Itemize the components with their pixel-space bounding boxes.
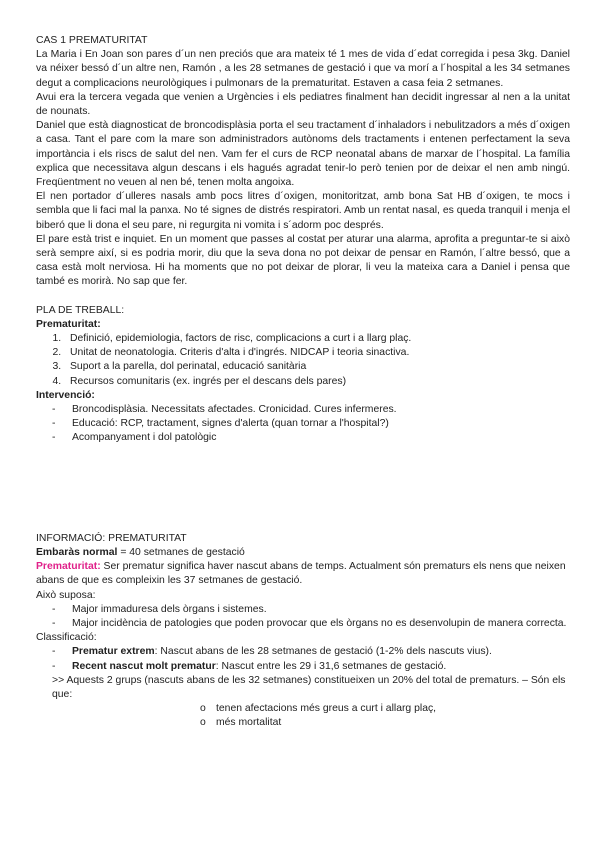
case-title: CAS 1 PREMATURITAT [36,35,148,46]
list-item [36,645,570,659]
classificacio-list [36,645,570,673]
plan-intervencio-heading: Intervenció: [36,389,95,401]
class-text: : Nascut abans de les 28 setmanes de gestació (1-2% dels nascuts vius). [154,646,492,658]
plan-prematuritat-list [36,332,570,389]
suposa-list [36,603,570,631]
list-item: 4. Recursos comunitaris (ex. ingrés per el descans dels pares) [64,375,570,389]
list-item: - Acompanyament i dol patològic [36,431,570,445]
case-paragraph-3: Daniel que està diagnosticat de broncodisplàsia porta el seu tractament d´inhaladors i nebulitzadors a més d´oxigen a casa. Tant el pare com la mare son administradors autònoms dels tractaments i entenen perfectament la seva importància i els riscs de salut del nen. Vam fer el curs de RCP neonatal abans de marxar de l´hospital. La família explica que necessitava algun descans i els hagués agradat tenir-lo però tenien por de deixar el nen amb ningú. Freqüentment no veuen al nen bé, tenen molta angoixa. [36,120,570,189]
embaras-label: Embaràs normal [36,546,118,558]
class-label: Recent nascut molt prematur [72,660,216,672]
list-item: o més mortalitat [36,716,570,730]
case-paragraph-1: La Maria i En Joan son pares d´un nen preciós que ara mateix té 1 mes de vida d´edat corregida i pesa 3kg. Daniel va néixer bessó d´un altre nen, Ramón , a les 28 setmanes de gestació i que va morí a l´hospital a les 34 setmanes degut a complicacions neurològiques i pulmonars de la prematuritat. Estaven a casa feia 2 setmanes. [36,49,570,89]
list-item: - Major immaduresa dels òrgans i sistemes. [36,603,570,617]
list-item: o tenen afectacions més greus a curt i allarg plaç, [36,702,570,716]
plan-title: PLA DE TREBALL: [36,304,125,316]
prematuritat-definition [36,560,570,588]
plan-prematuritat-heading: Prematuritat: [36,318,101,330]
suposa-heading: Això suposa: [36,589,96,601]
case-paragraph-2: Avui era la tercera vegada que venien a Urgències i els pediatres finalment han decidit ingressar al nen a la unitat de nounats. [36,91,570,118]
info-title: INFORMACIÓ: PREMATURITAT [36,532,187,544]
class-text: : Nascut entre les 29 i 31,6 setmanes de gestació. [215,660,447,672]
class-label: Prematur extrem [72,646,155,658]
case-paragraph-4: El nen portador d´ulleres nasals amb pocs litres d´oxigen, monitoritzat, amb bona Sat HB d´oxigen, te mocs i sembla que li faci mal la panxa. No té signes de distrés respiratori. Amb un rentat nasal, es queda tranquil i menja el biberó que li dona el seu pare, ni regurgita ni vomita i s´adorm poc després. [36,191,570,231]
plan-intervencio-list [36,403,570,446]
embaras-line [36,546,570,560]
embaras-text: = 40 setmanes de gestació [117,546,245,558]
list-item: 1. Definició, epidemiologia, factors de risc, complicacions a curt i a llarg plaç. [64,332,570,346]
groups-note: >> Aquests 2 grups (nascuts abans de les 32 setmanes) constitueixen un 20% del total de prematurs. – Són els que: [52,674,566,700]
classificacio-heading: Classificació: [36,632,97,644]
list-item: 3. Suport a la parella, dol perinatal, educació sanitària [64,360,570,374]
list-item: - Educació: RCP, tractament, signes d'alerta (quan tornar a l'hospital?) [36,417,570,431]
prematuritat-label: Prematuritat: [36,561,101,573]
groups-sub-list [36,702,570,730]
list-item: - Major incidència de patologies que poden provocar que els òrgans no es desenvolupin de manera correcta. [36,617,570,631]
list-item: - Broncodisplàsia. Necessitats afectades. Cronicidad. Cures infermeres. [36,403,570,417]
list-item [36,660,570,674]
prematuritat-text: Ser prematur significa haver nascut abans de temps. Actualment són prematurs els nens que neixen abans de que es compleixin les 37 setmanes de gestació. [36,561,566,587]
list-item: 2. Unitat de neonatologia. Criteris d'alta i d'ingrés. NIDCAP i teoria sinactiva. [64,346,570,360]
case-paragraph-5: El pare està trist e inquiet. En un moment que passes al costat per aturar una alarma, aprofita a preguntar-te si això serà sempre així, si es podria morir, diu que la seva dona no pot deixar de pensar en Ramón, l´altre bessó, que a casa està molt nerviosa. Hi ha moments que no pot deixar de plorar, li veu la mateixa cara a Daniel i pensa que també es morirà. No sap que fer. [36,233,570,288]
